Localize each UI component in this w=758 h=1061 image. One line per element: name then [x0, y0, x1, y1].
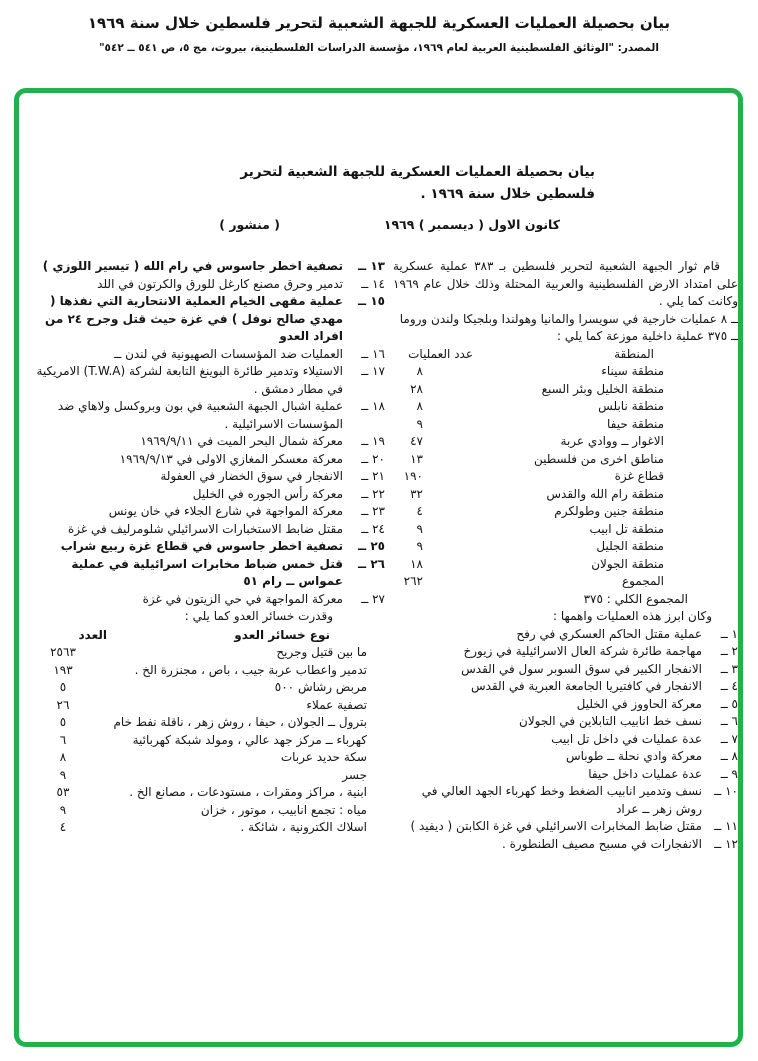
operation-text: معركة معسكر المغازي الاولى في ١٩٦٩/٩/١٣: [119, 451, 343, 466]
loss-count: ٥: [59, 680, 67, 694]
regions-rows: [393, 363, 738, 573]
loss-count: ١٩٣: [53, 662, 73, 677]
operation-number: ٢٤ ــ: [361, 521, 385, 536]
operation-number: ١٤ ــ: [361, 276, 385, 291]
region-name: قطاع غزة: [614, 469, 664, 483]
highlight-frame: [14, 88, 743, 1047]
operation-text: مقتل ضابط الاستخبارات الاسرائيلي شلومرليف في غزة: [68, 521, 343, 536]
column-secondary: [33, 258, 385, 837]
loss-type: تصفية عملاء: [306, 697, 367, 712]
loss-row: [33, 697, 385, 715]
operation-item: [393, 748, 738, 766]
operation-text: معركة وادي نحلة ــ طوباس: [565, 749, 702, 763]
operation-item: [393, 783, 738, 818]
loss-count: ٥٣: [56, 785, 70, 799]
loss-count: ٩: [59, 767, 67, 782]
operation-text: العمليات ضد المؤسسات الصهيونية في لندن ــ: [114, 346, 343, 361]
loss-row: [33, 732, 385, 750]
operation-number: ٢٣ ــ: [361, 504, 385, 518]
loss-row: [33, 714, 385, 732]
loss-row: [33, 784, 385, 802]
loss-count: ٤: [59, 820, 67, 834]
loss-row: [33, 662, 385, 680]
publication-note: ( منشور ): [219, 217, 280, 232]
loss-type: كهرباء ــ مركز جهد عالي ، ومولد شبكة كهربائية: [132, 732, 367, 747]
operation-number: ٨ ــ: [720, 749, 738, 763]
operation-item: [33, 433, 385, 451]
operation-text: الاستيلاء وتدمير طائرة البوينغ التابعة لشركة (T.W.A) الامريكية في مطار دمشق .: [36, 364, 343, 396]
operation-number: ١٩ ــ: [361, 434, 385, 448]
operation-item: [393, 696, 738, 714]
operation-text: نسف خط انابيب التابلاين في الجولان: [519, 714, 702, 728]
operation-number: ٢٦ ــ: [357, 556, 385, 571]
loss-count: ٢٦: [56, 697, 70, 712]
operation-text: تصفية اخطر جاسوس في رام الله ( تيسير اللوزي ): [42, 259, 343, 273]
loss-row: [33, 819, 385, 837]
loss-count: ٩: [59, 802, 67, 817]
operation-number: ٢٥ ــ: [357, 539, 385, 553]
region-row: [393, 538, 738, 556]
operation-number: ٩ ــ: [720, 766, 738, 781]
region-row: [393, 451, 738, 469]
operation-item: [393, 626, 738, 644]
regions-table-header: [393, 346, 738, 364]
loss-type: مياه : تجمع انابيب ، موتور ، خزان: [200, 802, 367, 817]
operation-item: [33, 451, 385, 469]
operation-number: ٣ ــ: [720, 661, 738, 676]
region-count: ٤٧: [410, 434, 423, 448]
operation-text: الانفجار في سوق الخضار في العفولة: [160, 469, 343, 483]
operation-number: ١٠ ــ: [714, 784, 738, 798]
operation-number: ٤ ــ: [720, 679, 738, 693]
losses-header-type: نوع خسائر العدو: [234, 627, 330, 642]
region-name: الاغوار ــ ووادي عربة: [560, 434, 664, 448]
operation-text: معركة الحاووز في الخليل: [576, 696, 702, 711]
document-title-line1: بيان بحصيلة العمليات العسكرية للجبهة الشعبية لتحرير: [240, 164, 595, 180]
column-primary: [393, 258, 738, 853]
intro-paragraph: قام ثوار الجبهة الشعبية لتحرير فلسطين بـ ٣٨٣ عملية عسكرية على امتداد الارض الفلسطينية والعربية المحتلة وذلك خلال عام ١٩٦٩ وكانت كما يلي .: [393, 259, 738, 308]
region-row: [393, 398, 738, 416]
losses-header-count: العدد: [78, 627, 107, 642]
operation-text: معركة شمال البحر الميت في ١٩٦٩/٩/١١: [140, 434, 343, 448]
operation-number: ١٣ ــ: [357, 259, 385, 273]
loss-count: ٦: [59, 732, 67, 747]
operation-number: ١ ــ: [720, 626, 738, 641]
operation-number: ١١ ــ: [714, 819, 738, 833]
operation-item: [393, 713, 738, 731]
region-name: منطقة الخليل وبئر السبع: [541, 381, 664, 396]
operation-item: [33, 503, 385, 521]
operation-text: عدة عمليات في داخل تل ابيب: [551, 731, 702, 746]
source-citation: المصدر: "الوثائق الفلسطينية العربية لعام ١٩٦٩، مؤسسة الدراسات الفلسطينية، بيروت، مج ٥، ص ٥٤١ ــ ٥٤٢": [99, 42, 659, 54]
operation-item: [393, 836, 738, 854]
operation-item: [33, 486, 385, 504]
operation-item: [33, 538, 385, 556]
operation-text: عملية اشبال الجبهة الشعبية في بون وبروكسل ولاهاي ضد المؤسسات الاسرائيلية .: [57, 399, 343, 431]
operation-item: [33, 258, 385, 276]
region-name: منطقة جنين وطولكرم: [554, 504, 664, 518]
losses-table-header: [33, 627, 385, 645]
region-count: ١٨: [410, 556, 423, 571]
operation-text: تصفية اخطر جاسوس في قطاع غزة ربيع شراب: [60, 539, 343, 553]
operation-item: [33, 591, 385, 609]
loss-type: اسلاك الكترونية ، شائكة .: [240, 820, 367, 834]
operation-item: [33, 556, 385, 591]
loss-type: بترول ــ الجولان ، حيفا ، روش زهر ، ناقلة نفط خام: [113, 715, 367, 729]
operation-item: [393, 661, 738, 679]
operation-item: [33, 346, 385, 364]
operation-text: معركة المواجهة في حي الزيتون في غزة: [142, 591, 343, 606]
region-row: [393, 363, 738, 381]
operation-text: الانفجارات في مسبح مصيف الطنطورة .: [502, 836, 702, 851]
region-row: [393, 521, 738, 539]
loss-type: سكة حديد عربات: [280, 750, 367, 764]
operation-number: ٢٠ ــ: [361, 451, 385, 466]
operation-text: معركة رأس الجوره في الخليل: [192, 486, 343, 501]
loss-count: ٨: [59, 750, 67, 764]
operation-item: [393, 766, 738, 784]
regions-total-label: المجموع: [622, 574, 664, 588]
loss-count: ٢٥٦٣: [50, 645, 76, 659]
regions-total-row: [393, 573, 738, 591]
operation-number: ٢٢ ــ: [361, 486, 385, 501]
regions-table: [393, 346, 738, 609]
region-count: ١٩٠: [403, 469, 423, 483]
operation-number: ٢١ ــ: [361, 469, 385, 483]
losses-heading: وقدرت خسائر العدو كما يلي :: [184, 609, 333, 623]
regions-header-region: المنطقة: [614, 346, 654, 361]
region-name: منطقة رام الله والقدس: [546, 486, 664, 501]
region-count: ٩: [416, 521, 423, 536]
region-count: ٩: [416, 539, 423, 553]
operation-number: ٧ ــ: [720, 731, 738, 746]
operation-text: نسف وتدمير انابيب الضغط وخط كهرباء الجهد العالي في روش زهر ــ عراد: [421, 784, 702, 816]
operation-number: ١٧ ــ: [361, 364, 385, 378]
region-name: منطقة الجليل: [596, 539, 664, 553]
operation-item: [393, 731, 738, 749]
loss-row: [33, 767, 385, 785]
region-name: منطقة الجولان: [591, 556, 664, 571]
region-count: ١٣: [410, 451, 423, 466]
operation-number: ١٢ ــ: [714, 836, 738, 851]
region-row: [393, 416, 738, 434]
operation-item: [393, 643, 738, 661]
region-count: ٨: [416, 399, 423, 413]
region-name: منطقة نابلس: [598, 399, 664, 413]
regions-total-value: ٢٦٢: [403, 574, 423, 588]
operation-text: معركة المواجهة في شارع الجلاء في خان يونس: [108, 504, 343, 518]
internal-ops-line: ــ ٣٧٥ عملية داخلية موزعة كما يلي :: [556, 329, 738, 343]
loss-row: [33, 749, 385, 767]
operation-item: [393, 818, 738, 836]
document-title: [231, 161, 595, 205]
region-row: [393, 556, 738, 574]
operation-item: [33, 521, 385, 539]
operation-item: [393, 678, 738, 696]
operation-number: ١٥ ــ: [357, 294, 385, 308]
loss-type: ابنية ، مراكز ومقرات ، مستودعات ، مصانع الخ .: [129, 785, 367, 799]
page-title: بيان بحصيلة العمليات العسكرية للجبهة الشعبية لتحرير فلسطين خلال سنة ١٩٦٩: [87, 14, 671, 32]
region-count: ٨: [416, 364, 423, 378]
operation-text: مقتل ضابط المخابرات الاسرائيلي في غزة الكابتن ( ديفيد ): [410, 819, 702, 833]
operation-text: عدة عمليات داخل حيفا: [588, 766, 702, 781]
loss-row: [33, 802, 385, 820]
operation-item: [33, 468, 385, 486]
regions-header-count: عدد العمليات: [408, 346, 473, 361]
loss-type: جسر: [342, 767, 367, 782]
operation-item: [33, 363, 385, 398]
region-count: ٣٢: [410, 486, 423, 501]
operation-text: عملية مقهى الخيام العملية الانتحارية التي نفذها ( مهدي صالح نوفل ) في غزة حيث قتل وجرح ٢٤ من افراد العدو: [45, 294, 343, 343]
region-name: منطقة حيفا: [607, 416, 664, 431]
region-count: ٩: [416, 416, 423, 431]
loss-count: ٥: [59, 715, 67, 729]
operation-text: الانفجار الكبير في سوق السوبر سول في القدس: [461, 661, 702, 676]
operation-item: [33, 293, 385, 346]
operation-text: مهاجمة طائرة شركة العال الاسرائيلية في زيورخ: [463, 644, 702, 658]
page-header: [0, 14, 758, 54]
operation-item: [33, 398, 385, 433]
region-name: مناطق اخرى من فلسطين: [533, 451, 664, 466]
region-row: [393, 381, 738, 399]
highlights-heading: وكان ابرز هذه العمليات واهمها :: [553, 609, 712, 623]
operation-number: ٢ ــ: [720, 644, 738, 658]
loss-row: [33, 679, 385, 697]
loss-row: [33, 644, 385, 662]
region-row: [393, 486, 738, 504]
operation-text: تدمير وحرق مصنع كارغل للورق والكرتون في اللد: [97, 276, 343, 291]
operations-list-left: [33, 258, 385, 608]
region-row: [393, 468, 738, 486]
operation-number: ٢٧ ــ: [361, 591, 385, 606]
region-row: [393, 503, 738, 521]
document-title-line2: فلسطين خلال سنة ١٩٦٩ .: [420, 186, 595, 202]
losses-rows: [33, 644, 385, 837]
external-ops-line: ــ ٨ عمليات خارجية في سويسرا والمانيا وهولندا وبلجيكا ولندن وروما: [399, 311, 738, 326]
operation-text: عملية مقتل الحاكم العسكري في رفح: [516, 626, 702, 641]
region-count: ٤: [416, 504, 423, 518]
operation-item: [33, 276, 385, 294]
operation-number: ١٨ ــ: [361, 399, 385, 413]
operation-number: ١٦ ــ: [361, 346, 385, 361]
regions-grand-total: المجموع الكلي : ٣٧٥: [583, 591, 688, 606]
operation-number: ٦ ــ: [720, 714, 738, 728]
operations-list-right: [393, 626, 738, 854]
operation-text: قتل خمس ضباط مخابرات اسرائيلية في عملية عمواس ــ رام ٥١: [71, 556, 343, 588]
region-name: منطقة تل ابيب: [589, 521, 664, 536]
document-date: كانون الاول ( ديسمبر ) ١٩٦٩: [383, 217, 560, 232]
loss-type: ما بين قتيل وجريح: [276, 645, 367, 659]
operation-text: الانفجار في كافتيريا الجامعة العبرية في القدس: [471, 679, 702, 693]
region-name: منطقة سيناء: [601, 364, 664, 378]
operation-number: ٥ ــ: [720, 696, 738, 711]
losses-table: [33, 627, 385, 837]
region-row: [393, 433, 738, 451]
region-count: ٢٨: [410, 381, 423, 396]
loss-type: تدمير واعطاب عربة جيب ، باص ، مجنزرة الخ .: [134, 662, 367, 677]
loss-type: مربض رشاش ٥٠٠: [274, 680, 367, 694]
